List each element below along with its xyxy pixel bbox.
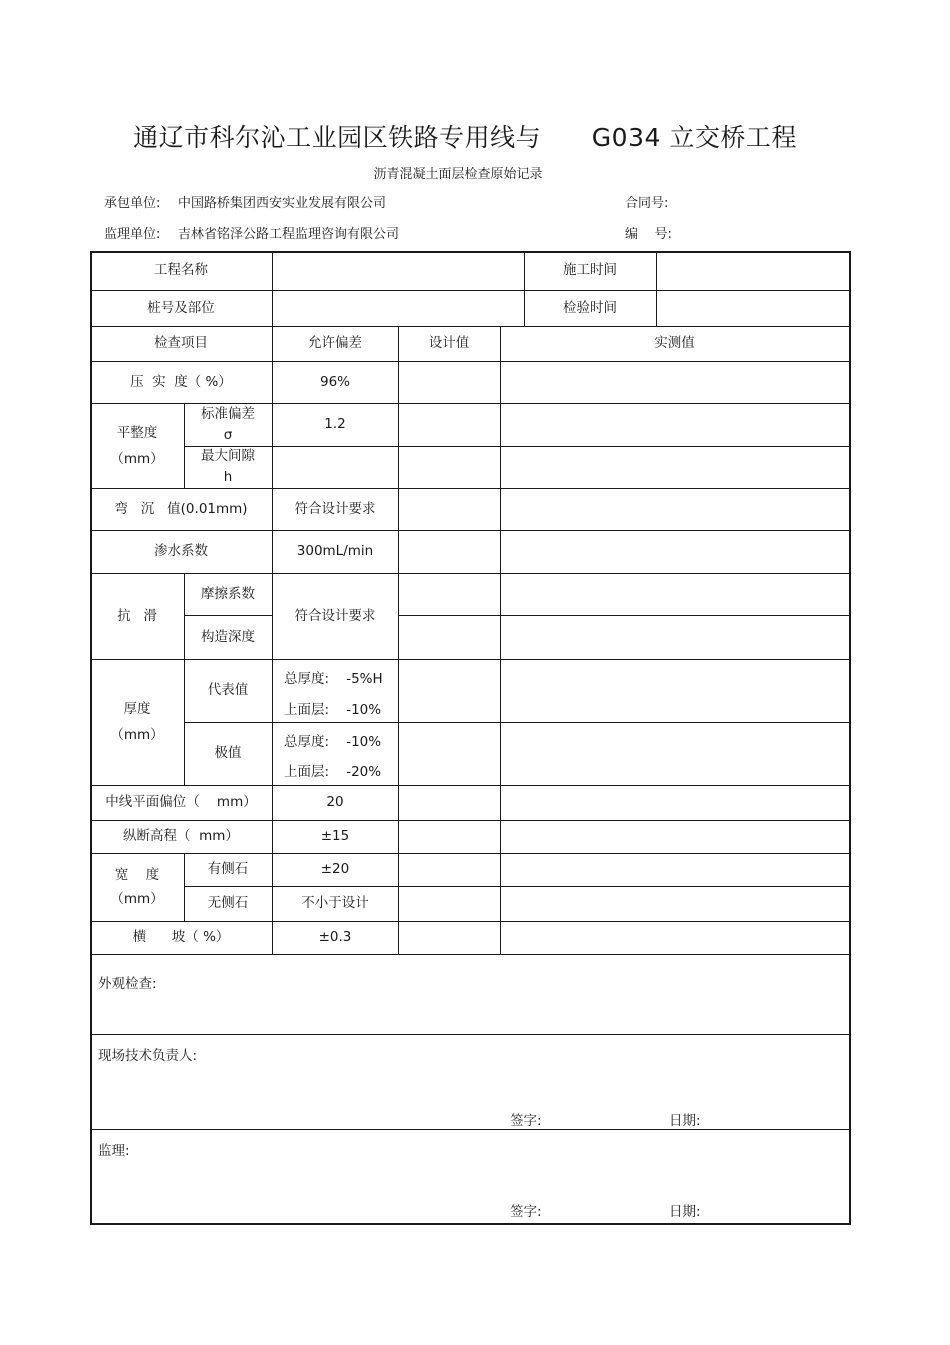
construction-time-label: 施工时间	[563, 262, 617, 278]
flatness-gap-label: 最大间隙 h	[201, 448, 255, 485]
appearance-check-label: 外观检查:	[98, 976, 157, 992]
thickness-label: 厚度 （mm）	[110, 701, 164, 743]
friction-label: 摩擦系数	[201, 585, 255, 602]
width-nocurb-label: 无侧石	[207, 895, 249, 911]
row-divider	[90, 1129, 849, 1130]
site-tech-lead-label: 现场技术负责人:	[98, 1048, 198, 1064]
thickness-rep-upper: 上面层: -10%	[284, 702, 382, 718]
station-part-label: 桩号及部位	[147, 299, 215, 316]
row-divider	[184, 722, 849, 723]
width-curb-tolerance: ±20	[320, 861, 350, 877]
skid-label: 抗 滑	[117, 607, 157, 624]
document-subtitle: 沥青混凝土面层检查原始记录	[373, 167, 543, 182]
contractor-label: 承包单位:	[104, 196, 161, 211]
cross-slope-label: 横 坡（ %）	[132, 929, 230, 945]
col-divider	[272, 251, 273, 326]
supervision-label: 监理:	[98, 1143, 130, 1159]
permeability-label: 渗水系数	[154, 543, 208, 559]
thickness-ext-total: 总厚度: -10%	[284, 734, 382, 750]
site-sign-label: 签字:	[510, 1113, 542, 1129]
compaction-tolerance: 96%	[319, 373, 350, 390]
row-divider	[90, 954, 849, 955]
row-divider	[184, 446, 849, 447]
centerline-tolerance: 20	[326, 794, 344, 810]
flatness-std-tolerance: 1.2	[324, 416, 346, 432]
texture-depth-label: 构造深度	[201, 628, 255, 645]
project-name-label: 工程名称	[154, 262, 208, 278]
site-date-label: 日期:	[669, 1113, 701, 1129]
row-divider	[398, 615, 849, 616]
permeability-tolerance: 300mL/min	[296, 543, 374, 559]
supervision-sign-label: 签字:	[510, 1204, 542, 1220]
flatness-std-label: 标准偏差 σ	[201, 405, 255, 443]
supervisor-label: 监理单位:	[104, 227, 161, 242]
supervision-date-label: 日期:	[669, 1204, 701, 1220]
col-header-tolerance: 允许偏差	[308, 335, 362, 351]
col-divider	[500, 326, 501, 954]
col-divider	[656, 251, 657, 326]
elevation-label: 纵断高程（ mm）	[123, 828, 239, 844]
thickness-rep-total: 总厚度: -5%H	[284, 671, 383, 687]
skid-tolerance: 符合设计要求	[294, 607, 376, 624]
thickness-rep-label: 代表值	[207, 682, 249, 698]
supervisor-value: 吉林省铭泽公路工程监理咨询有限公司	[178, 227, 400, 242]
inspection-time-label: 检验时间	[563, 299, 617, 316]
deflection-tolerance: 符合设计要求	[294, 500, 376, 517]
width-label: 宽 度 （mm）	[110, 867, 164, 907]
document-title: 通辽市科尔沁工业园区铁路专用线与 G034 立交桥工程	[133, 123, 797, 152]
deflection-label: 弯 沉 值(0.01mm)	[114, 500, 248, 517]
col-header-measured: 实测值	[654, 335, 695, 351]
thickness-ext-upper: 上面层: -20%	[284, 764, 382, 780]
col-header-design: 设计值	[428, 335, 470, 351]
width-nocurb-tolerance: 不小于设计	[301, 895, 369, 911]
thickness-ext-label: 极值	[214, 745, 242, 761]
centerline-label: 中线平面偏位（ mm）	[105, 794, 257, 810]
elevation-tolerance: ±15	[320, 828, 350, 844]
serial-no-label: 编 号:	[625, 227, 672, 242]
row-divider	[90, 1034, 849, 1035]
compaction-label: 压 实 度（ %）	[130, 373, 232, 390]
contractor-value: 中国路桥集团西安实业发展有限公司	[178, 196, 387, 211]
flatness-label: 平整度 （mm）	[110, 424, 164, 467]
col-divider	[398, 326, 399, 954]
contract-no-label: 合同号:	[625, 196, 669, 211]
width-curb-label: 有侧石	[207, 861, 249, 877]
col-header-item: 检查项目	[154, 335, 208, 351]
cross-slope-tolerance: ±0.3	[318, 929, 352, 945]
